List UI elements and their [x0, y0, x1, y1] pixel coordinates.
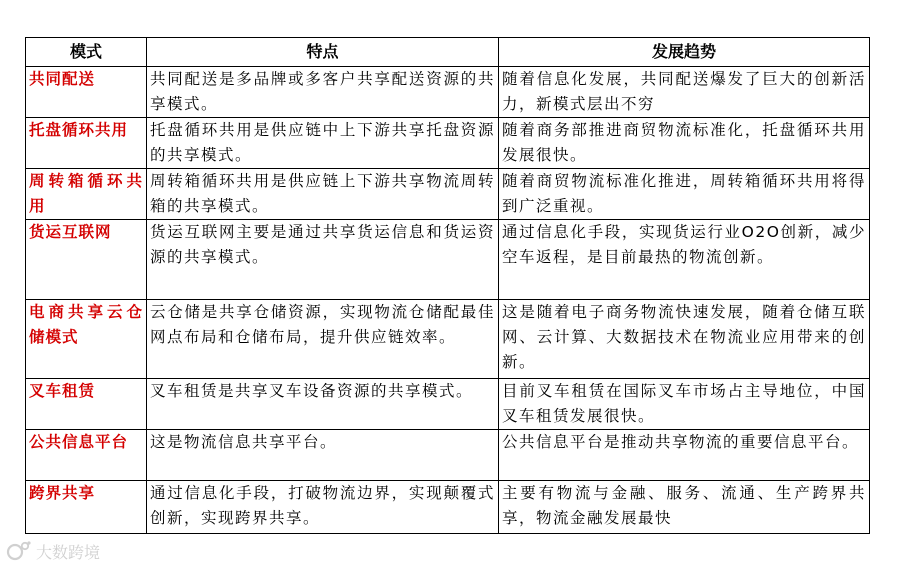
- feature-cell: 货运互联网主要是通过共享货运信息和货运资源的共享模式。: [147, 220, 499, 300]
- mode-cell: 周转箱循环共用: [26, 169, 147, 220]
- header-mode: 模式: [26, 38, 147, 67]
- mode-cell: 跨界共享: [26, 481, 147, 534]
- mode-cell: 货运互联网: [26, 220, 147, 300]
- table-row: [26, 169, 870, 220]
- trend-cell: 这是随着电子商务物流快速发展，随着仓储互联网、云计算、大数据技术在物流业应用带来的创新。: [499, 300, 870, 379]
- feature-cell: 云仓储是共享仓储资源，实现物流仓储配最佳网点布局和仓储布局，提升供应链效率。: [147, 300, 499, 379]
- watermark: [6, 538, 100, 564]
- feature-cell: 周转箱循环共用是供应链上下游共享物流周转箱的共享模式。: [147, 169, 499, 220]
- feature-cell: 共同配送是多品牌或多客户共享配送资源的共享模式。: [147, 67, 499, 118]
- table-row: [26, 300, 870, 379]
- table-row: [26, 67, 870, 118]
- mode-cell: 电商共享云仓储模式: [26, 300, 147, 379]
- table-row: [26, 379, 870, 430]
- table-row: [26, 118, 870, 169]
- trend-cell: 主要有物流与金融、服务、流通、生产跨界共享，物流金融发展最快: [499, 481, 870, 534]
- trend-cell: 随着信息化发展，共同配送爆发了巨大的创新活力，新模式层出不穷: [499, 67, 870, 118]
- mode-cell: 公共信息平台: [26, 430, 147, 481]
- watermark-text: 大数跨境: [36, 542, 101, 562]
- mode-cell: 托盘循环共用: [26, 118, 147, 169]
- table-row: [26, 481, 870, 534]
- trend-cell: 目前叉车租赁在国际叉车市场占主导地位，中国叉车租赁发展很快。: [499, 379, 870, 430]
- header-feature: 特点: [147, 38, 499, 67]
- table-header-row: [26, 38, 870, 67]
- feature-cell: 叉车租赁是共享叉车设备资源的共享模式。: [147, 379, 499, 430]
- trend-cell: 通过信息化手段，实现货运行业O2O创新，减少空车返程，是目前最热的物流创新。: [499, 220, 870, 300]
- feature-cell: 通过信息化手段，打破物流边界，实现颠覆式创新，实现跨界共享。: [147, 481, 499, 534]
- table-row: [26, 220, 870, 300]
- watermark-logo-icon: [6, 540, 32, 562]
- feature-cell: 托盘循环共用是供应链中上下游共享托盘资源的共享模式。: [147, 118, 499, 169]
- logistics-sharing-table: [25, 37, 870, 534]
- header-trend: 发展趋势: [499, 38, 870, 67]
- table-row: [26, 430, 870, 481]
- trend-cell: 随着商贸物流标准化推进，周转箱循环共用将得到广泛重视。: [499, 169, 870, 220]
- trend-cell: 公共信息平台是推动共享物流的重要信息平台。: [499, 430, 870, 481]
- mode-cell: 叉车租赁: [26, 379, 147, 430]
- trend-cell: 随着商务部推进商贸物流标准化，托盘循环共用发展很快。: [499, 118, 870, 169]
- feature-cell: 这是物流信息共享平台。: [147, 430, 499, 481]
- mode-cell: 共同配送: [26, 67, 147, 118]
